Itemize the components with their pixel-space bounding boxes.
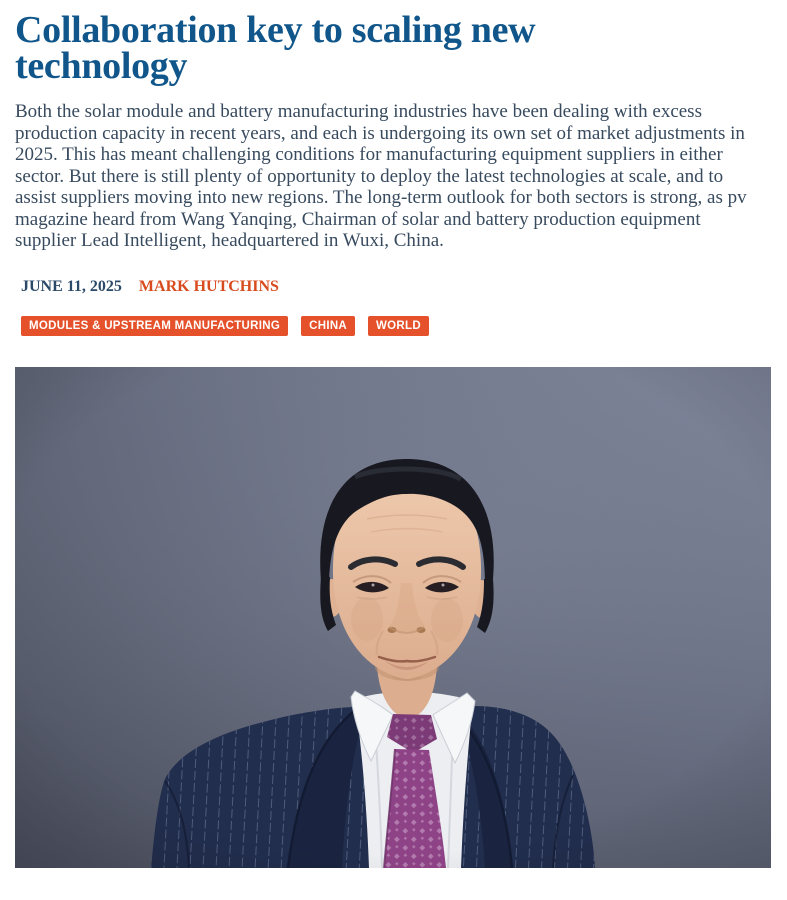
article-image: [15, 367, 771, 868]
portrait-photo: [15, 367, 771, 868]
page-title: Collaboration key to scaling new technology: [15, 9, 536, 87]
tag-modules-upstream-manufacturing[interactable]: MODULES & UPSTREAM MANUFACTURING: [21, 316, 288, 337]
tag-list: [21, 316, 762, 337]
tag-china[interactable]: CHINA: [301, 316, 355, 337]
lead-paragraph: Both the solar module and battery manufacturing industries have been dealing with excess production capacity in recent years, and each is undergoing its own set of market adjustments in 2025. This has meant challenging conditions for manufacturing equipment suppliers in either sector. But there is still plenty of opportunity to deploy the latest technologies at scale, and to assist suppliers moving into new regions. The long-term outlook for both sectors is strong, as pv magazine heard from Wang Yanqing, Chairman of solar and battery production equipment supplier Lead Intelligent, headquartered in Wuxi, China.: [15, 101, 747, 251]
article-meta: [21, 278, 762, 296]
tag-world[interactable]: WORLD: [368, 316, 429, 337]
publish-date: JUNE 11, 2025: [21, 277, 122, 295]
article: [15, 9, 772, 868]
author-link[interactable]: MARK HUTCHINS: [138, 277, 279, 295]
